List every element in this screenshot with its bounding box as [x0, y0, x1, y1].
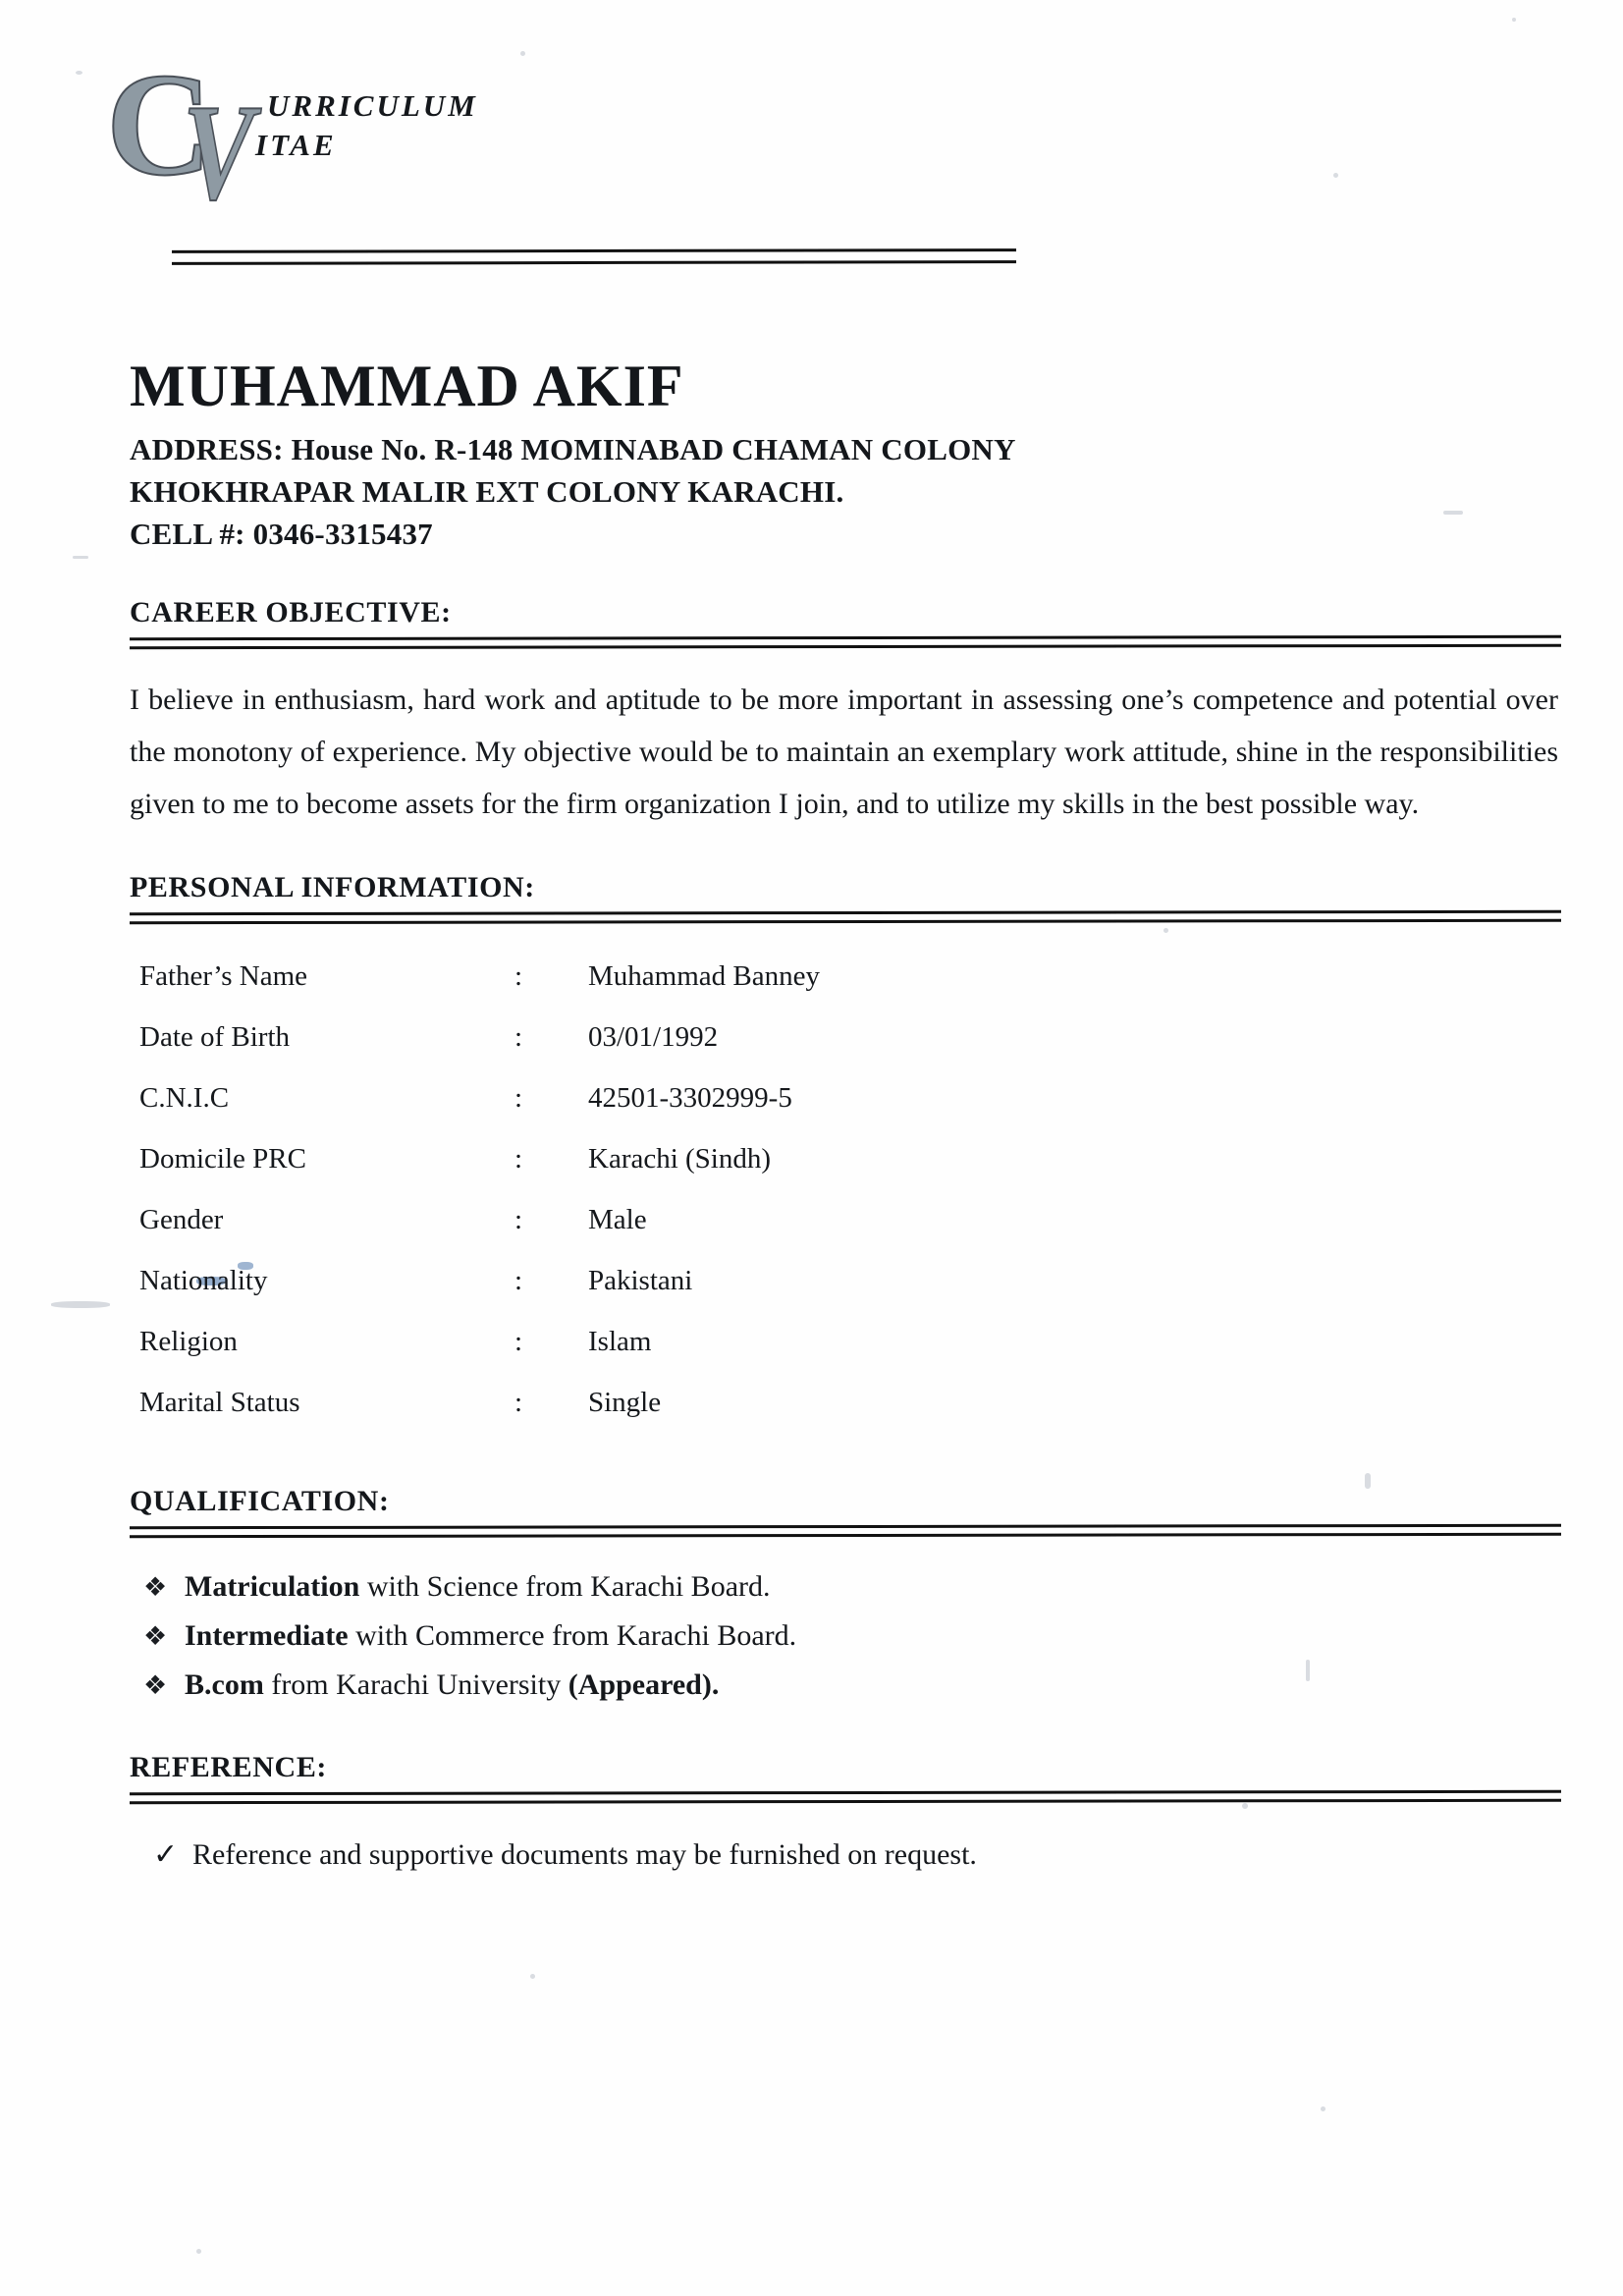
personal-info-value: 03/01/1992 — [588, 1021, 719, 1053]
section-rule-upper — [130, 1524, 1561, 1530]
personal-info-label: Marital Status — [139, 1387, 300, 1418]
qualification-item — [143, 1562, 1563, 1612]
section-title-qualification: QUALIFICATION: — [130, 1485, 390, 1517]
personal-info-separator: : — [514, 1082, 523, 1114]
qualification-item-text: Matriculation with Science from Karachi Board. — [185, 1570, 771, 1603]
qualification-item — [143, 1661, 1563, 1710]
personal-info-label: C.N.I.C — [139, 1082, 230, 1114]
personal-info-separator: : — [514, 1265, 523, 1296]
personal-info-label: Date of Birth — [139, 1021, 291, 1053]
personal-info-separator: : — [514, 1326, 523, 1357]
personal-info-separator: : — [514, 960, 523, 992]
wordmark-line-curriculum: URRICULUM — [267, 88, 478, 123]
section-rule-lower — [130, 1799, 1561, 1805]
address-line-2: KHOKHRAPAR MALIR EXT COLONY KARACHI. — [130, 474, 844, 509]
scan-smudge — [51, 1301, 110, 1308]
diamond-bullet-icon: ❖ — [143, 1572, 168, 1602]
personal-info-row — [139, 957, 1177, 1017]
personal-information-table — [139, 957, 1177, 1444]
section-title-reference: REFERENCE: — [130, 1751, 328, 1783]
career-objective-paragraph: I believe in enthusiasm, hard work and aptitude to be more important in assessing one’s competence and potential over the monotony of experience. My objective would be to maintain an exemplary work attitude, shine in the responsibilities given to me to become assets for the firm organization I join, and to utilize my skills in the best possible way. — [130, 683, 1558, 820]
check-mark-icon: ✓ — [153, 1838, 179, 1871]
diamond-bullet-icon: ❖ — [143, 1670, 168, 1700]
diamond-bullet-icon: ❖ — [143, 1621, 168, 1651]
curriculum-vitae-wordmark — [255, 86, 478, 165]
personal-info-row — [139, 1139, 1177, 1200]
personal-info-row — [139, 1322, 1177, 1383]
personal-info-separator: : — [514, 1387, 523, 1418]
reference-list — [153, 1832, 1563, 1878]
personal-info-separator: : — [514, 1021, 523, 1053]
personal-info-value: Single — [588, 1387, 662, 1418]
header-rule-lower — [172, 260, 1016, 265]
personal-info-value: 42501-3302999-5 — [588, 1082, 792, 1114]
monogram-c-letter: C — [106, 43, 207, 206]
qualification-degree: Matriculation — [185, 1570, 360, 1603]
section-personal-information — [130, 869, 1563, 1444]
qualification-item — [143, 1612, 1563, 1661]
section-rule-lower — [130, 919, 1561, 925]
scan-speck — [1321, 2106, 1325, 2111]
section-rule-qualification — [130, 1525, 1561, 1537]
section-rule-upper — [130, 910, 1561, 916]
personal-info-label: Nationality — [139, 1265, 268, 1296]
document-body — [130, 354, 1563, 1878]
personal-info-value: Karachi (Sindh) — [588, 1143, 772, 1175]
document-header — [0, 0, 1623, 246]
personal-info-value: Muhammad Banney — [588, 960, 820, 992]
personal-info-separator: : — [514, 1204, 523, 1235]
cell-number-line: CELL #: 0346-3315437 — [130, 517, 433, 551]
personal-info-separator: : — [514, 1143, 523, 1175]
section-career-objective — [130, 594, 1563, 830]
personal-info-row — [139, 1261, 1177, 1322]
section-rule-lower — [130, 644, 1561, 650]
section-rule-reference — [130, 1791, 1561, 1803]
section-rule-personal-information — [130, 911, 1561, 923]
qualification-status: (Appeared). — [568, 1668, 720, 1701]
section-title-personal-information: PERSONAL INFORMATION: — [130, 871, 535, 903]
scan-speck — [530, 1974, 535, 1979]
personal-info-row — [139, 1078, 1177, 1139]
qualification-degree: Intermediate — [185, 1619, 349, 1652]
section-rule-lower — [130, 1533, 1561, 1539]
candidate-name: MUHAMMAD AKIF — [130, 354, 684, 418]
personal-info-row — [139, 1200, 1177, 1261]
personal-info-label: Religion — [139, 1326, 238, 1357]
personal-info-value: Islam — [588, 1326, 652, 1357]
qualification-item-text: Intermediate with Commerce from Karachi Board. — [185, 1619, 797, 1652]
personal-info-label: Father’s Name — [139, 960, 307, 992]
personal-info-row — [139, 1383, 1177, 1444]
section-rule-career-objective — [130, 636, 1561, 648]
reference-item-text: Reference and supportive documents may be furnished on request. — [192, 1838, 977, 1871]
personal-info-value: Pakistani — [588, 1265, 693, 1296]
address-line-1: ADDRESS: House No. R-148 MOMINABAD CHAMAN COLONY — [130, 432, 1016, 466]
qualification-list — [143, 1562, 1563, 1710]
qualification-degree: B.com — [185, 1668, 264, 1701]
qualification-item-text: B.com from Karachi University (Appeared). — [185, 1668, 720, 1701]
section-rule-upper — [130, 635, 1561, 641]
section-qualification — [130, 1483, 1563, 1710]
section-rule-upper — [130, 1790, 1561, 1796]
personal-info-value: Male — [588, 1204, 647, 1235]
personal-info-label: Domicile PRC — [139, 1143, 306, 1175]
personal-info-row — [139, 1017, 1177, 1078]
section-title-career-objective: CAREER OBJECTIVE: — [130, 596, 452, 629]
scan-speck — [196, 2249, 201, 2254]
reference-item — [153, 1832, 1563, 1878]
monogram-v-letter: V — [183, 77, 254, 229]
section-reference — [130, 1749, 1563, 1878]
personal-info-label: Gender — [139, 1204, 224, 1235]
wordmark-line-vitae: ITAE — [255, 128, 337, 162]
scan-speck — [73, 556, 88, 559]
header-rule-upper — [172, 248, 1016, 253]
header-double-rule — [172, 249, 1016, 264]
identity-block — [130, 354, 1563, 555]
